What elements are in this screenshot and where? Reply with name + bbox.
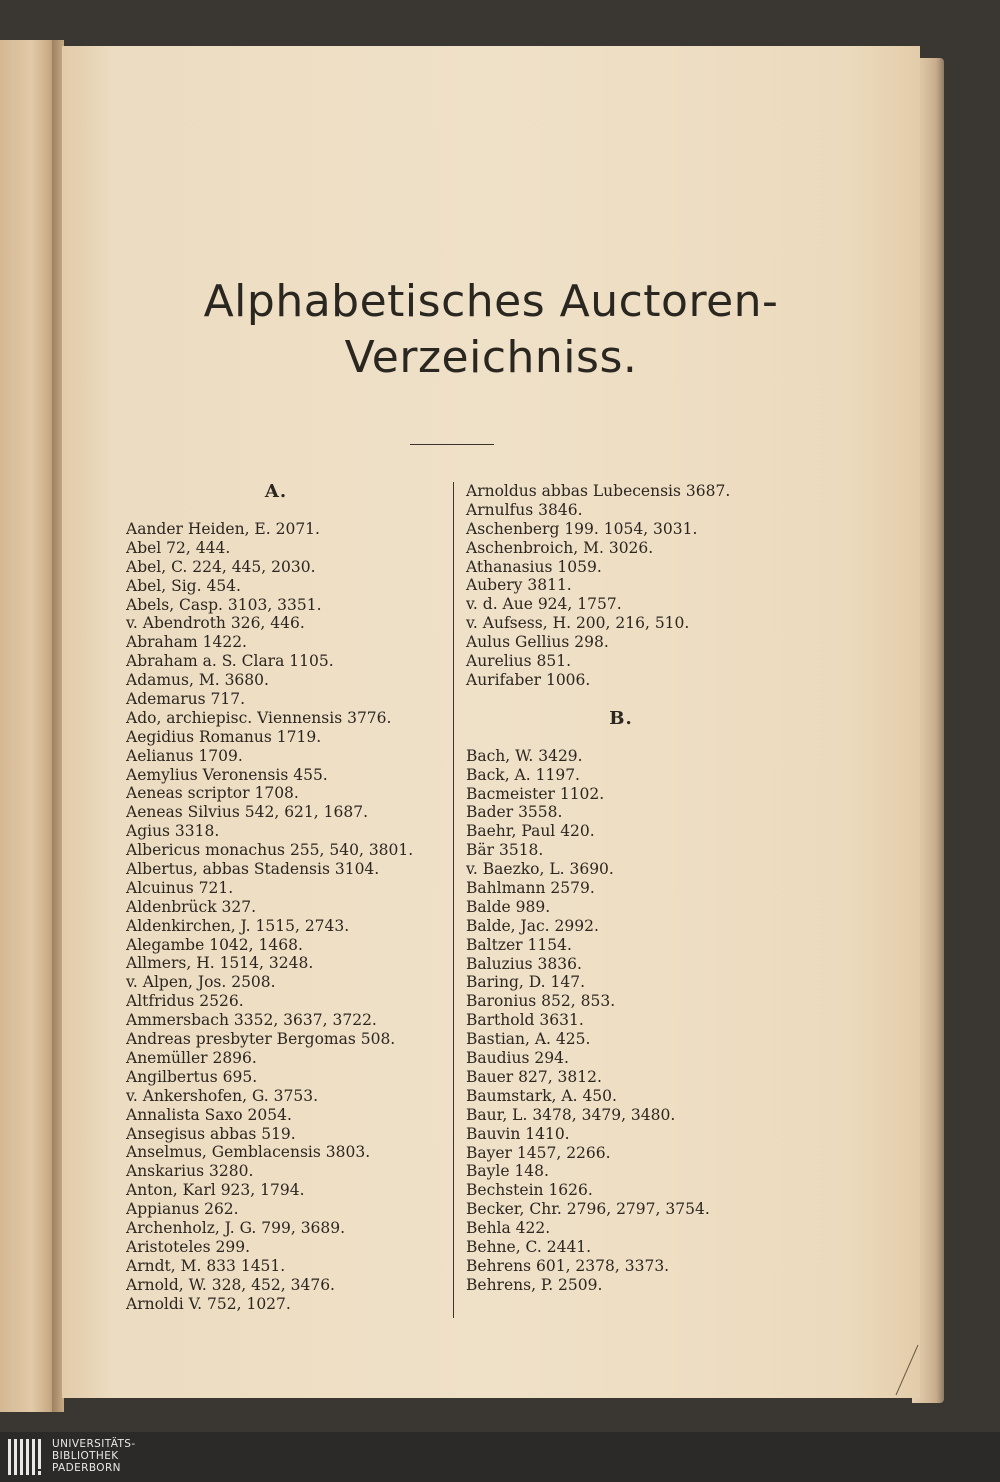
- index-entry: Back, A. 1197.: [466, 765, 580, 784]
- index-entry: Anselmus, Gemblacensis 3803.: [126, 1143, 371, 1162]
- index-entry: Bauer 827, 3812.: [466, 1067, 602, 1086]
- index-entry: Abel, C. 224, 445, 2030.: [126, 557, 316, 576]
- index-entry: Baumstark, A. 450.: [466, 1086, 617, 1105]
- book-page: [62, 46, 920, 1398]
- index-entry: Balde, Jac. 2992.: [466, 916, 599, 935]
- index-entry: Behla 422.: [466, 1219, 551, 1238]
- column-divider: [453, 482, 454, 1318]
- index-entry: Behrens 601, 2378, 3373.: [466, 1256, 670, 1275]
- index-entry: Aemylius Veronensis 455.: [126, 765, 328, 784]
- corner-pencil-mark: [888, 1340, 928, 1400]
- index-entry: v. Baezko, L. 3690.: [466, 860, 614, 879]
- section-heading-a: A.: [264, 481, 288, 502]
- index-entry: Albericus monachus 255, 540, 3801.: [126, 841, 414, 860]
- index-entry: Baltzer 1154.: [466, 935, 572, 954]
- index-entry: Aeneas scriptor 1708.: [126, 784, 299, 803]
- index-entry: Barthold 3631.: [466, 1011, 584, 1030]
- index-entry: v. Ankershofen, G. 3753.: [126, 1086, 318, 1105]
- index-entry: Baronius 852, 853.: [466, 992, 616, 1011]
- index-entry: Abraham a. S. Clara 1105.: [126, 652, 334, 671]
- logo-line-3: PADERBORN: [52, 1462, 121, 1474]
- index-entry: Aschenberg 199. 1054, 3031.: [466, 519, 698, 538]
- index-entry: v. Abendroth 326, 446.: [126, 614, 305, 633]
- page-title: [62, 274, 920, 386]
- index-entry: Aschenbroich, M. 3026.: [466, 538, 654, 557]
- index-entry: Aeneas Silvius 542, 621, 1687.: [126, 803, 369, 822]
- index-entry: Baluzius 3836.: [466, 954, 582, 973]
- index-entry: Abel 72, 444.: [126, 538, 231, 557]
- index-entry: Ademarus 717.: [126, 690, 246, 709]
- index-entry: Baur, L. 3478, 3479, 3480.: [466, 1105, 676, 1124]
- index-entry: Bahlmann 2579.: [466, 879, 595, 898]
- left-column: [126, 482, 446, 1313]
- index-entry: Aldenkirchen, J. 1515, 2743.: [126, 916, 350, 935]
- index-entry: Bayer 1457, 2266.: [466, 1143, 611, 1162]
- index-entry: Becker, Chr. 2796, 2797, 3754.: [466, 1200, 710, 1219]
- index-entry: Allmers, H. 1514, 3248.: [126, 954, 314, 973]
- index-entry: Anskarius 3280.: [126, 1162, 254, 1181]
- index-entry: Behrens, P. 2509.: [466, 1275, 603, 1294]
- index-entry: Arndt, M. 833 1451.: [126, 1256, 286, 1275]
- index-entry: Albertus, abbas Stadensis 3104.: [126, 860, 380, 879]
- index-entry: Abels, Casp. 3103, 3351.: [126, 595, 322, 614]
- logo-line-2: BIBLIOTHEK: [52, 1450, 119, 1462]
- index-entry: Arnold, W. 328, 452, 3476.: [126, 1275, 335, 1294]
- index-entry: Ado, archiepisc. Viennensis 3776.: [126, 708, 392, 727]
- index-entry: Aander Heiden, E. 2071.: [126, 520, 320, 538]
- index-entry: Andreas presbyter Bergomas 508.: [126, 1030, 396, 1049]
- index-entry: Behne, C. 2441.: [466, 1237, 592, 1256]
- title-line-2: Verzeichniss.: [344, 332, 638, 383]
- index-entry: v. Alpen, Jos. 2508.: [126, 973, 276, 992]
- index-entry: Aelianus 1709.: [126, 746, 243, 765]
- index-entry: Bär 3518.: [466, 841, 544, 860]
- index-entry: Archenholz, J. G. 799, 3689.: [126, 1218, 346, 1237]
- index-entry: Bach, W. 3429.: [466, 746, 583, 765]
- title-rule: [410, 444, 494, 445]
- index-entry: Balde 989.: [466, 897, 551, 916]
- index-entry: Altfridus 2526.: [126, 992, 244, 1011]
- index-entry: Aldenbrück 327.: [126, 897, 257, 916]
- index-entry: Arnoldi V. 752, 1027.: [126, 1294, 291, 1313]
- facing-page-edge: [0, 40, 58, 1412]
- section-heading-b: B.: [609, 707, 633, 729]
- index-entry: Adamus, M. 3680.: [126, 671, 269, 690]
- index-entry: Bayle 148.: [466, 1162, 549, 1181]
- index-entry: Aulus Gellius 298.: [466, 633, 609, 652]
- index-entry: Anton, Karl 923, 1794.: [126, 1181, 305, 1200]
- index-entry: Ammersbach 3352, 3637, 3722.: [126, 1011, 377, 1030]
- index-entry: Aubery 3811.: [466, 576, 572, 595]
- logo-line-1: UNIVERSITÄTS-: [52, 1438, 136, 1450]
- index-entry: Aegidius Romanus 1719.: [126, 727, 322, 746]
- library-footer: [0, 1432, 1000, 1482]
- index-entry: Bechstein 1626.: [466, 1181, 593, 1200]
- index-entry: Arnoldus abbas Lubecensis 3687.: [466, 482, 731, 500]
- library-logo-icon: [6, 1435, 44, 1479]
- library-logo-text: [52, 1438, 136, 1474]
- index-entry: Bacmeister 1102.: [466, 784, 605, 803]
- right-column: [466, 482, 806, 1295]
- index-entry: Anemüller 2896.: [126, 1048, 257, 1067]
- index-entry: Aurifaber 1006.: [466, 670, 591, 689]
- index-entry: Alegambe 1042, 1468.: [126, 935, 303, 954]
- index-entry: Agius 3318.: [126, 822, 220, 841]
- index-entry: Abraham 1422.: [126, 633, 247, 652]
- index-entry: Angilbertus 695.: [126, 1067, 258, 1086]
- index-entry: Aurelius 851.: [466, 652, 572, 671]
- index-entry: Baehr, Paul 420.: [466, 822, 595, 841]
- right-entry-list-b: [466, 747, 806, 1295]
- title-line-1: Alphabetisches Auctoren-: [203, 276, 779, 327]
- index-entry: Abel, Sig. 454.: [126, 576, 241, 595]
- index-entry: Annalista Saxo 2054.: [126, 1105, 292, 1124]
- index-entry: Bader 3558.: [466, 803, 563, 822]
- index-entry: Baudius 294.: [466, 1049, 569, 1068]
- right-entry-list-a: [466, 482, 806, 690]
- index-entry: Bauvin 1410.: [466, 1124, 570, 1143]
- index-entry: Ansegisus abbas 519.: [126, 1124, 296, 1143]
- left-entry-list: [126, 520, 446, 1313]
- index-entry: Appianus 262.: [126, 1200, 239, 1219]
- index-entry: Arnulfus 3846.: [466, 500, 583, 519]
- index-entry: v. Aufsess, H. 200, 216, 510.: [466, 614, 690, 633]
- index-entry: Alcuinus 721.: [126, 878, 234, 897]
- index-entry: Aristoteles 299.: [126, 1237, 250, 1256]
- index-entry: Athanasius 1059.: [466, 557, 602, 576]
- index-entry: Bastian, A. 425.: [466, 1030, 591, 1049]
- index-entry: Baring, D. 147.: [466, 973, 585, 992]
- index-entry: v. d. Aue 924, 1757.: [466, 595, 622, 614]
